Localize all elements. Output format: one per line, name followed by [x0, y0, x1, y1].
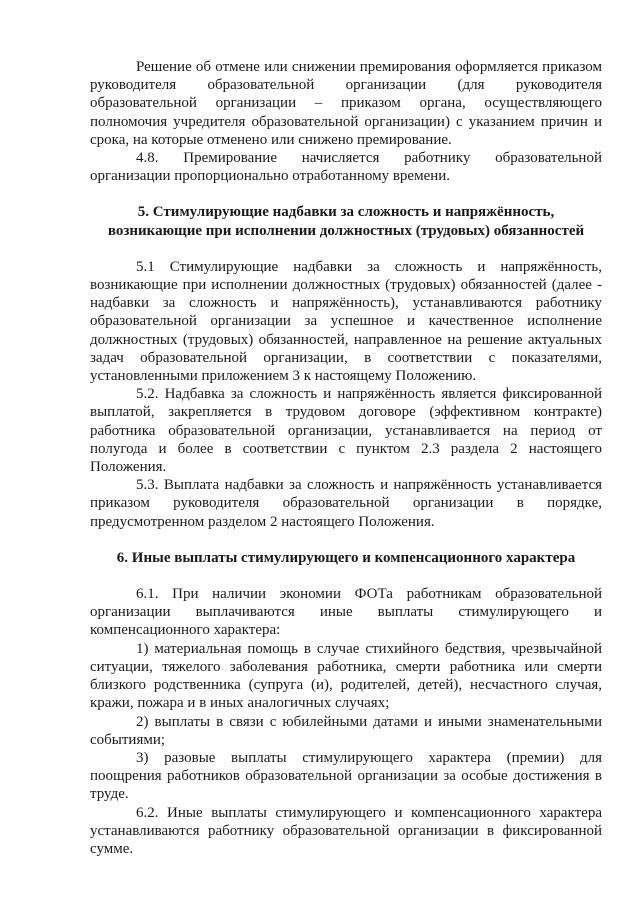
paragraph-4-8: 4.8. Премирование начисляется работнику образовательной организации пропорционально отработанному времени.: [90, 150, 602, 185]
section-6-heading: 6. Иные выплаты стимулирующего и компенсационного характера: [116, 549, 576, 566]
paragraph-6-1: 6.1. При наличии экономии ФОТа работникам образовательной организации выплачиваются иные выплаты стимулирующего и компенсационного характера:: [90, 586, 602, 639]
paragraph-5-3: 5.3. Выплата надбавки за сложность и напряжённость устанавливается приказом руководителя образовательной организации в порядке, предусмотренном разделом 2 настоящего Положения.: [90, 477, 602, 530]
paragraph-5-1: 5.1 Стимулирующие надбавки за сложность и напряжённость, возникающие при исполнении должностных (трудовых) обязанностей (далее - надбавки за сложность и напряжённость), устанавливаются работнику образовательной организации за успешное и качественное исполнение должностных (трудовых) обязанностей, направленное на решение актуальных задач образовательной организации, в соответствии с показателями, установленными приложением 3 к настоящему Положению.: [90, 258, 602, 385]
list-item-3: 3) разовые выплаты стимулирующего характера (премии) для поощрения работников образовательной организации за особые достижения в труде.: [90, 749, 602, 803]
paragraph-cancel-bonus: Решение об отмене или снижении премирования оформляется приказом руководителя образовательной организации (для руководителя образовательной организации – приказом органа, осуществляющего полномочия учредителя образовательной организации) с указанием причин и срока, на которые отменено или снижено премирование.: [90, 59, 602, 148]
list-item-1: 1) материальная помощь в случае стихийного бедствия, чрезвычайной ситуации, тяжелого заболевания работника, смерти работника или смерти близкого родственника (супруга (и), родителей, детей), несчастного случая, кражи, пожара и в иных аналогичных случаях;: [90, 640, 602, 712]
paragraph-6-2: 6.2. Иные выплаты стимулирующего и компенсационного характера устанавливаются работнику образовательной организации в фиксированной сумме.: [90, 804, 602, 857]
paragraph-5-2: 5.2. Надбавка за сложность и напряжённость является фиксированной выплатой, закрепляется в трудовом договоре (эффективном контракте) работника образовательной организации, устанавливается на период от полугода и более в соответствии с пунктом 2.3 раздела 2 настоящего Положения.: [90, 386, 602, 476]
list-item-2: 2) выплаты в связи с юбилейными датами и иными знаменательными событиями;: [90, 713, 602, 748]
section-5-heading: [90, 203, 602, 239]
section-5-heading-line2: возникающие при исполнении должностных (трудовых) обязанностей: [107, 222, 585, 239]
section-5-heading-line1: 5. Стимулирующие надбавки за сложность и напряжённость,: [137, 204, 555, 221]
